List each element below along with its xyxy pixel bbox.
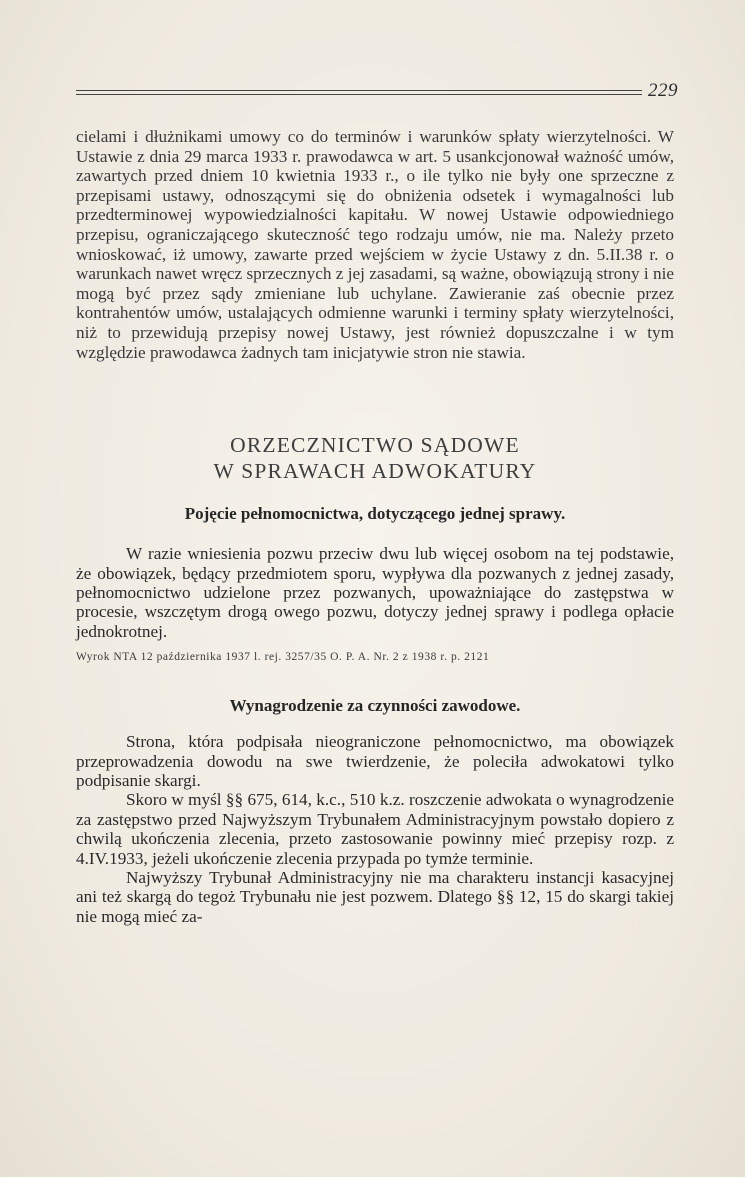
header-rule-top bbox=[76, 90, 642, 91]
case-1-title: Pojęcie pełnomocnictwa, dotyczącego jednej sprawy. bbox=[184, 504, 566, 524]
case-2-paragraph-3: Najwyższy Trybunał Administracyjny nie ma charakteru instancji kasacyjnej ani też skargą do tegoż Trybunału nie jest pozwem. Dlatego §§ 12, 15 do skargi takiej nie mogą mieć za- bbox=[76, 868, 674, 926]
case-2-paragraph-1: Strona, która podpisała nieograniczone pełnomocnictwo, ma obowiązek przeprowadzenia dowodu na swe twierdzenie, że poleciła adwokatowi tylko podpisanie skargi. bbox=[76, 732, 674, 790]
continued-paragraph: cielami i dłużnikami umowy co do terminów i warunków spłaty wierzytelności. W Ustawie z dnia 29 marca 1933 r. prawodawca w art. 5 usankcjonował ważność umów, zawartych przed dniem 10 kwietnia 1933 r., o ile tylko nie były one sprzeczne z przepisami ustawy, odnoszącymi się do obniżenia odsetek i wymagalności lub przedterminowej wypowiedzialności kapitału. W nowej Ustawie odpowiedniego przepisu, ograniczającego skuteczność tego rodzaju umów, nie ma. Należy przeto wnioskować, iż umowy, zawarte przed wejściem w życie Ustawy z dn. 5.II.38 r. o warunkach nawet wręcz sprzecznych z jej zasadami, są ważne, obowiązują strony i nie mogą być przez sądy zmieniane lub uchylane. Zawieranie zaś obecnie przez kontrahentów umów, ustalających odmienne warunki i terminy spłaty wierzytelności, niż to przewidują przepisy nowej Ustawy, jest również dopuszczalne i w tym względzie prawodawca żadnych tam inicjatywie stron nie stawia. bbox=[76, 127, 674, 362]
page-number: 229 bbox=[648, 80, 678, 101]
case-2-paragraph-2: Skoro w myśl §§ 675, 614, k.c., 510 k.z. roszczenie adwokata o wynagrodzenie za zastępstwo przed Najwyższym Trybunałem Administracyjnym powstało dopiero z chwilą ukończenia zlecenia, przeto zastosowanie powinny mieć przepisy rozp. z 4.IV.1933, jeżeli ukończenie zlecenia przypada po tymże terminie. bbox=[76, 790, 674, 868]
header-rule-bottom bbox=[76, 94, 642, 95]
case-1-text: W razie wniesienia pozwu przeciw dwu lub więcej osobom na tej podstawie, że obowiązek, będący przedmiotem sporu, wypływa dla pozwanych z jednej zasady, pełnomocnictwo udzielone przez pozwanych, upoważniające do zastępstwa w procesie, wszczętym drogą owego pozwu, dotyczy jednej sprawy i podlega opłacie jednokrotnej. bbox=[76, 544, 674, 641]
section-title-line-2: W SPRAWACH ADWOKATURY bbox=[213, 459, 537, 484]
page-header bbox=[76, 80, 682, 110]
case-2-title: Wynagrodzenie za czynności zawodowe. bbox=[229, 696, 521, 716]
section-title-line-1: ORZECZNICTWO SĄDOWE bbox=[230, 433, 520, 458]
page-content bbox=[76, 127, 674, 926]
section-title bbox=[76, 432, 674, 484]
case-1-citation: Wyrok NTA 12 października 1937 l. rej. 3257/35 O. P. A. Nr. 2 z 1938 r. p. 2121 bbox=[76, 651, 490, 664]
